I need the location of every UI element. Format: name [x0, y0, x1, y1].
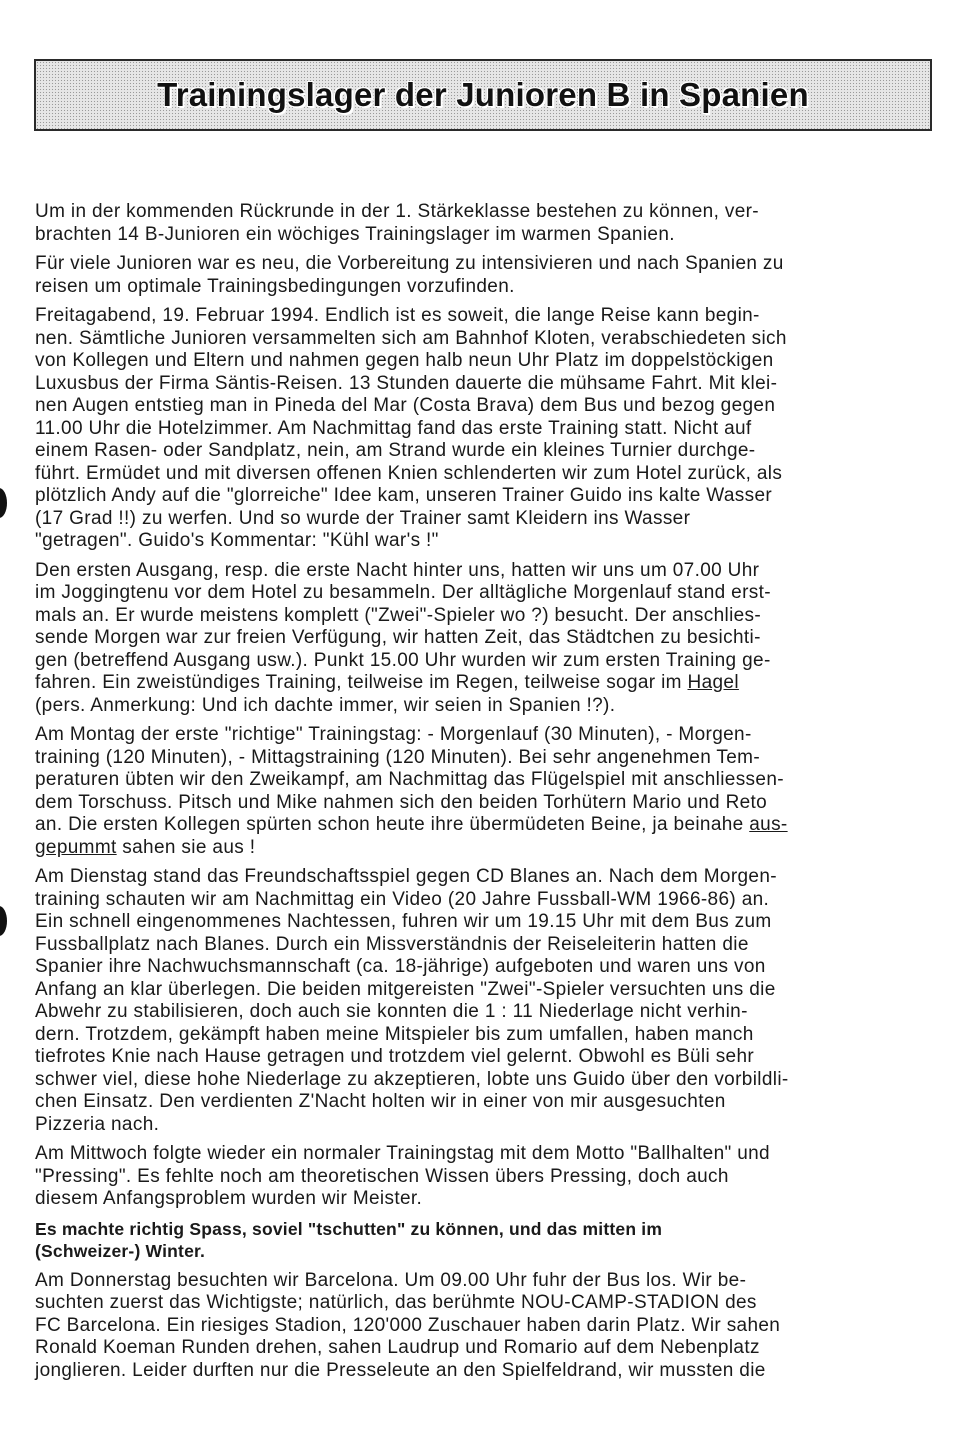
text-line: diesem Anfangsproblem wurden wir Meister.	[35, 1188, 423, 1209]
highlight-paragraph	[35, 1218, 933, 1263]
article-body	[35, 201, 933, 1389]
text-line: Am Mittwoch folgte wieder ein normaler Trainingstag mit dem Motto "Ballhalten" und	[35, 1143, 770, 1164]
text-line: führt. Ermüdet und mit diversen offenen Knien schlenderten wir zum Hotel zurück, als	[35, 462, 783, 484]
text-line: Für viele Junioren war es neu, die Vorbereitung zu intensivieren und nach Spanien zu	[35, 253, 784, 274]
text-line	[35, 837, 933, 860]
text-line: Anfang an klar überlegen. Die beiden mitgereisten "Zwei"-Spieler versuchten uns die	[35, 978, 776, 1000]
text-line: training schauten wir am Nachmittag ein Video (20 Jahre Fussball-WM 1966-86) an.	[35, 888, 770, 910]
text-line: jonglieren. Leider durften nur die Presseleute an den Spielfeldrand, wir mussten die	[35, 1359, 766, 1381]
text-line: gen (betreffend Ausgang usw.). Punkt 15.00 Uhr wurden wir zum ersten Training ge-	[35, 649, 771, 671]
paragraph	[35, 305, 933, 553]
text-segment: an. Die ersten Kollegen spürten schon heute ihre übermüdeten Beine, ja beinahe	[35, 814, 750, 835]
text-line: FC Barcelona. Ein riesiges Stadion, 120'000 Zuschauer haben darin Platz. Wir sahen	[35, 1314, 781, 1336]
text-line: schwer viel, diese hohe Niederlage zu akzeptieren, lobte uns Guido über den vorbildli-	[35, 1068, 789, 1090]
text-line: plötzlich Andy auf die "glorreiche" Idee kam, unseren Trainer Guido ins kalte Wasser	[35, 485, 773, 506]
text-line: "getragen". Guido's Kommentar: "Kühl war's !"	[35, 530, 439, 551]
underlined-word: gepummt	[35, 836, 117, 858]
text-line: tiefrotes Knie nach Hause getragen und trotzdem viel gelernt. Obwohl es Büli sehr	[35, 1046, 755, 1067]
text-line: einem Rasen- oder Sandplatz, nein, am Strand wurde ein kleines Turnier durchge-	[35, 440, 756, 461]
text-line: Spanier ihre Nachwuchsmannschaft (ca. 18-jährige) aufgeboten und waren uns von	[35, 956, 766, 977]
text-line: chen Einsatz. Den verdienten Z'Nacht holten wir in einer von mir ausgesuchten	[35, 1091, 726, 1112]
text-line: reisen um optimale Trainingsbedingungen vorzufinden.	[35, 275, 515, 297]
text-line: sende Morgen war zur freien Verfügung, wir hatten Zeit, das Städtchen zu besichti-	[35, 627, 761, 648]
text-line: Ein schnell eingenommenes Nachtessen, fuhren wir um 19.15 Uhr mit dem Bus zum	[35, 911, 772, 932]
text-line: Um in der kommenden Rückrunde in der 1. Stärkeklasse bestehen zu können, ver-	[35, 201, 759, 222]
paragraph	[35, 866, 933, 1136]
text-segment: sahen sie aus !	[116, 836, 256, 858]
paragraph	[35, 560, 933, 718]
text-line: Es machte richtig Spass, soviel "tschutten" zu können, und das mitten im	[35, 1218, 663, 1239]
text-line: Luxusbus der Firma Säntis-Reisen. 13 Stunden dauerte die mühsame Fahrt. Mit klei-	[35, 372, 778, 394]
text-line: 11.00 Uhr die Hotelzimmer. Am Nachmittag fand das erste Training statt. Nicht auf	[35, 417, 752, 439]
text-line: peraturen übten wir den Zweikampf, am Nachmittag das Flügelspiel mit anschliessen-	[35, 769, 784, 790]
text-segment: fahren. Ein zweistündiges Training, teilweise im Regen, teilweise sogar im	[35, 672, 688, 693]
text-line: Den ersten Ausgang, resp. die erste Nacht hinter uns, hatten wir uns um 07.00 Uhr	[35, 559, 760, 581]
paragraph	[35, 1143, 933, 1211]
text-line	[35, 814, 933, 837]
text-line: im Joggingtenu vor dem Hotel zu besammeln. Der alltägliche Morgenlauf stand erst-	[35, 582, 771, 603]
title-banner	[34, 59, 932, 131]
paragraph	[35, 201, 933, 246]
paragraph	[35, 724, 933, 859]
text-line: Freitagabend, 19. Februar 1994. Endlich ist es soweit, die lange Reise kann begin-	[35, 305, 760, 326]
text-line: training (120 Minuten), - Mittagstraining (120 Minuten). Bei sehr angenehmen Tem-	[35, 746, 761, 768]
text-line: Am Dienstag stand das Freundschaftsspiel gegen CD Blanes an. Nach dem Morgen-	[35, 866, 777, 887]
paragraph	[35, 253, 933, 298]
text-line: mals an. Er wurde meistens komplett ("Zwei"-Spieler wo ?) besucht. Der anschlies-	[35, 604, 762, 626]
text-line: Pizzeria nach.	[35, 1113, 160, 1135]
text-line: Am Donnerstag besuchten wir Barcelona. Um 09.00 Uhr fuhr der Bus los. Wir be-	[35, 1269, 747, 1291]
page-title: Trainingslager der Junioren B in Spanien	[157, 76, 809, 113]
text-line: dem Torschuss. Pitsch und Mike nahmen sich den beiden Torhütern Mario und Reto	[35, 791, 768, 813]
text-line: (pers. Anmerkung: Und ich dachte immer, wir seien in Spanien !?).	[35, 694, 616, 716]
text-line: Abwehr zu stabilisieren, doch auch sie konnten die 1 : 11 Niederlage nicht verhin-	[35, 1001, 748, 1022]
text-line	[35, 672, 933, 695]
underlined-word: aus-	[749, 814, 788, 835]
text-line: brachten 14 B-Junioren ein wöchiges Trainingslager im warmen Spanien.	[35, 223, 675, 245]
text-line: Am Montag der erste "richtige" Trainingstag: - Morgenlauf (30 Minuten), - Morgen-	[35, 724, 752, 745]
text-line: (17 Grad !!) zu werfen. Und so wurde der Trainer samt Kleidern ins Wasser	[35, 507, 691, 529]
underlined-word: Hagel	[687, 672, 739, 693]
text-line: nen Augen entstieg man in Pineda del Mar (Costa Brava) dem Bus und bezog gegen	[35, 395, 776, 416]
punch-hole	[0, 906, 7, 936]
punch-hole	[0, 488, 7, 518]
text-line: suchten zuerst das Wichtigste; natürlich, das berühmte NOU-CAMP-STADION des	[35, 1292, 757, 1313]
text-line: "Pressing". Es fehlte noch am theoretischen Wissen übers Pressing, doch auch	[35, 1165, 729, 1187]
text-line: Fussballplatz nach Blanes. Durch ein Missverständnis der Reiseleiterin hatten die	[35, 933, 749, 955]
paragraph	[35, 1270, 933, 1383]
text-line: nen. Sämtliche Junioren versammelten sich am Bahnhof Kloten, verabschiedeten sich	[35, 327, 787, 349]
text-line: dern. Trotzdem, gekämpft haben meine Mitspieler bis zum umfallen, haben manch	[35, 1023, 754, 1045]
text-line: Ronald Koeman Runden drehen, sahen Laudrup und Romario auf dem Nebenplatz	[35, 1337, 760, 1358]
text-line: (Schweizer-) Winter.	[35, 1241, 206, 1261]
text-line: von Kollegen und Eltern und nahmen gegen halb neun Uhr Platz im doppelstöckigen	[35, 350, 774, 371]
